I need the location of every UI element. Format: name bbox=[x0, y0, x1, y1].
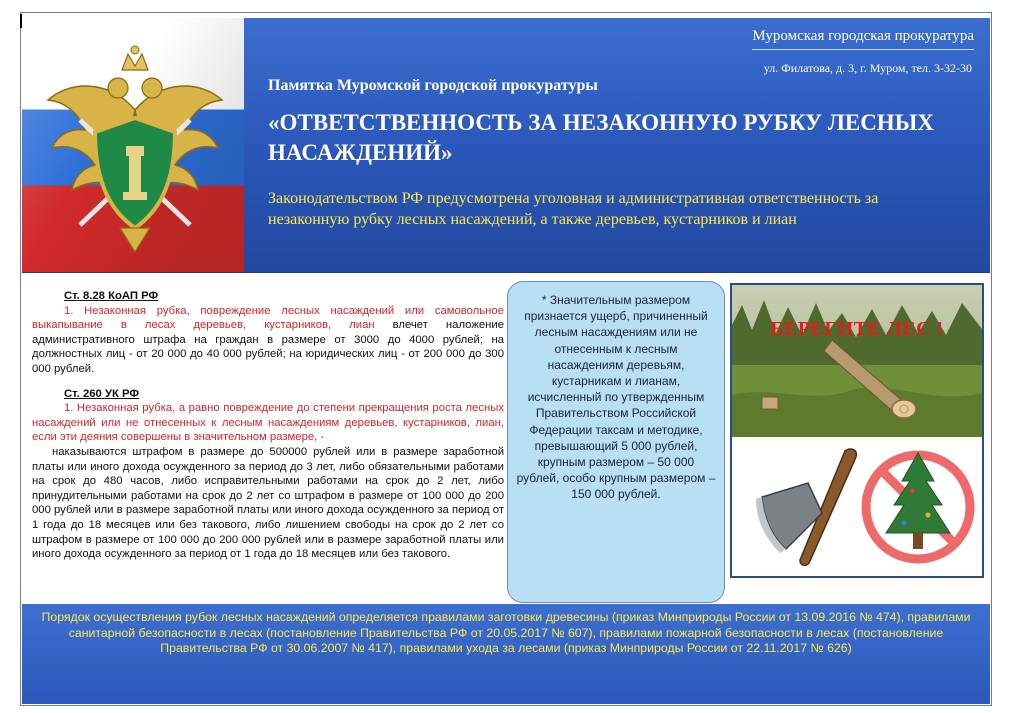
protect-forest-picture bbox=[730, 283, 984, 578]
koap-penalty: влечет наложение административного штрафа на граждан в размере от 3000 до 4000 рублей; на должностных лиц - от 20 000 до 40 000 рублей; на юридических лиц - от 200 000 до 300 000 рублей. bbox=[32, 319, 504, 375]
significant-size-note: * Значительным размером признается ущерб, причиненный лесным насаждениям или не отнесенным к лесным насаждениям деревьям, кустарникам и лианам, исчисленный по утвержденным Правительством Российской Федерации таксам и методике, превышающий 5 000 рублей, крупным размером – 50 000 рублей, особо крупным размером – 150 000 рублей. bbox=[507, 281, 725, 603]
koap-clause: 1. Незаконная рубка, повреждение лесных насаждений или самовольное выкапывание в лесах деревьев, кустарников, лиан bbox=[32, 304, 504, 332]
flag-background bbox=[22, 18, 244, 272]
uk-heading: Ст. 260 УК РФ bbox=[64, 387, 140, 400]
lead-text: Законодательством РФ предусмотрена уголовная и административная ответственность за незаконную рубку лесных насаждений, а также деревьев, кустарников и лиан bbox=[268, 190, 879, 228]
law-articles bbox=[32, 289, 504, 562]
footer-banner bbox=[22, 604, 990, 704]
org-name: Муромская городская прокуратура bbox=[752, 28, 974, 50]
header-banner bbox=[22, 18, 990, 273]
uk-clause: 1. Незаконная рубка, а равно повреждение до степени прекращения роста лесных насаждений или не отнесенных к лесным насаждениям деревьев, кустарников, лиан, если эти деяния совершены в значительном размере, - bbox=[32, 402, 504, 444]
org-address: ул. Филатова, д. 3, г. Муром, тел. 3-32-30 bbox=[763, 61, 972, 75]
axe-icon bbox=[750, 443, 870, 573]
no-cutting-fir-icon bbox=[858, 441, 978, 571]
page-title: «ОТВЕТСТВЕННОСТЬ ЗА НЕЗАКОННУЮ РУБКУ ЛЕСНЫХ НАСАЖДЕНИЙ» bbox=[268, 110, 934, 165]
emblem-icon bbox=[40, 40, 230, 260]
memo-title: Памятка Муромской городской прокуратуры bbox=[268, 77, 598, 94]
footer-text: Порядок осуществления рубок лесных насаждений определяется правилами заготовки древесины (приказ Минприроды России от 13.09.2016 № 474), правилами санитарной безопасности в лесах (постановление Правительства РФ от 20.05.2017 № 607), правилами пожарной безопасности в лесах (постановление Правительства РФ от 30.06.2007 № 417), правилами ухода за лесами (приказ Минприроды России от 22.11.2017 № 626) bbox=[41, 610, 971, 655]
koap-heading: Ст. 8.28 КоАП РФ bbox=[64, 290, 159, 302]
uk-penalty: наказываются штрафом в размере до 500000 рублей или в размере заработной платы или иного дохода осужденного за период до 3 лет, либо обязательными работами на срок до 480 часов, либо исправительными работами на срок до 2 лет, либо принудительными работами на срок до 2 лет со штрафом в размере от 100 000 до 200 000 рублей или в размере заработной платы или иного дохода осужденного за период от 1 года до 18 месяцев или без такового, либо лишением свободы на срок до 2 лет со штрафом в размере от 100 000 до 200 000 рублей или в размере заработной платы или иного дохода осужденного за период от 1 года до 18 месяцев или без такового. bbox=[32, 445, 504, 561]
koap-paragraph bbox=[32, 304, 504, 377]
slogan: БЕРЕГИТЕ ЛЕС ! bbox=[770, 318, 944, 340]
